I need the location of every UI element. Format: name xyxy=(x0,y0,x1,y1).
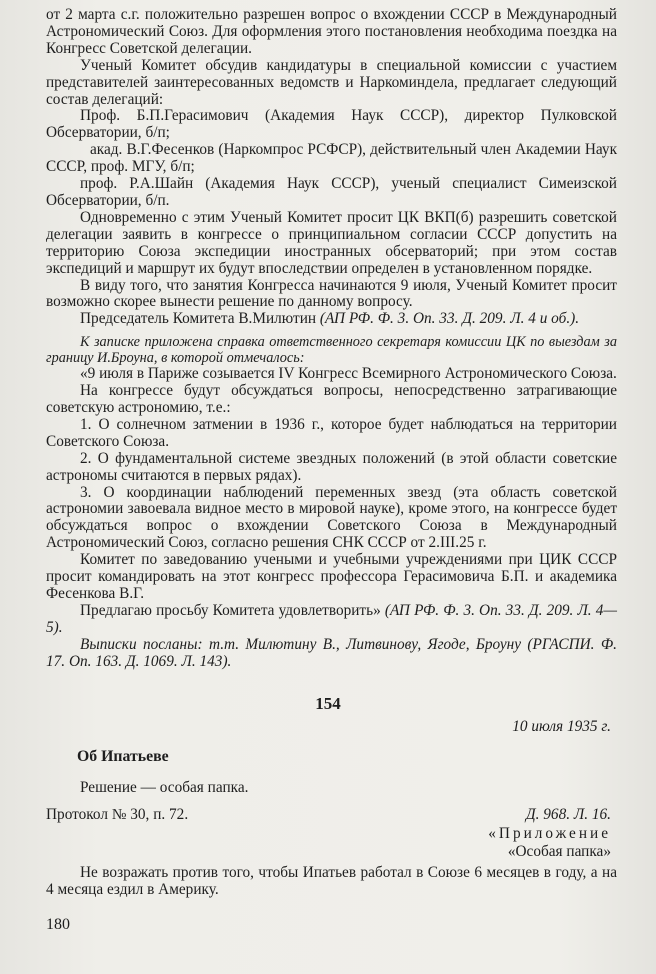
extracts-sent: Выписки посланы: т.т. Милютину В., Литвинову, Ягоде, Броуну (РГАСПИ. Ф. 17. Оп. 163. Д. 1069. Л. 143). xyxy=(46,635,617,670)
delegate-3: проф. Р.А.Шайн (Академия Наук СССР), ученый специалист Симеизской Обсерватории, б/п. xyxy=(46,175,617,209)
appendix-label: «Приложение xyxy=(488,825,611,842)
quote-2: На конгрессе будут обсуждаться вопросы, непосредственно затрагивающие советскую астрономию, т.е.: xyxy=(46,382,617,417)
quote-proposal xyxy=(46,603,617,637)
paragraph-expeditions: Одновременно с этим Ученый Комитет просит ЦК ВКП(б) разрешить советской делегации заявить в конгрессе о принципиальном согласии СССР допустить на территорию Союза экспедиции иностранных обсерваторий; при этом состав экспедиций и маршрут их будут впоследствии определен в установленном порядке. xyxy=(46,208,617,277)
archive-ref-right: Д. 968. Л. 16. xyxy=(525,806,611,823)
quote-item-1: 1. О солнечном затмении в 1936 г., которое будет наблюдаться на территории Советского Союза. xyxy=(46,415,617,450)
protocol-number: Протокол № 30, п. 72. xyxy=(46,806,189,823)
page-number: 180 xyxy=(46,916,70,933)
proposal-reference: (АП РФ. Ф. 3. Оп. 33. Д. 209. Л. 4—5). xyxy=(46,601,617,636)
decision-text: Решение — особая папка. xyxy=(80,779,249,796)
paragraph-2: Ученый Комитет обсудив кандидатуры в специальной комиссии с участием представителей заинтересованных ведомств и Наркоминдела, предлагает следующий состав делегаций: xyxy=(46,56,617,108)
delegate-1: Проф. Б.П.Герасимович (Академия Наук СССР), директор Пулковской Обсерватории, б/п; xyxy=(46,107,617,142)
signature-line xyxy=(46,311,617,328)
quote-committee: Комитет по заведованию учеными и учебными учреждениями при ЦИК СССР просит командировать на этот конгресс профессора Герасимовича Б.П. и академика Фесенкова В.Г. xyxy=(46,551,617,602)
paragraph-1: от 2 марта с.г. положительно разрешен вопрос о вхождении СССР в Международный Астрономический Союз. Для оформления этого постановления необходима поездка на Конгресс Советской делегации. xyxy=(46,6,617,57)
quote-1: «9 июля в Париже созывается IV Конгресс Всемирного Астрономического Союза. xyxy=(80,365,617,383)
quote-item-3: 3. О координации наблюдений переменных звезд (эта область советской астрономии завоевала видное место в мировой науке), кроме этого, на конгрессе будет обсуждаться вопрос о вхождении Советского Союза в Международный Астрономический Союз, согласно решения СНК СССР от 2.III.25 г. xyxy=(46,483,617,552)
proposal-text: Предлагаю просьбу Комитета удовлетворить» xyxy=(80,601,385,619)
archive-reference: (АП РФ. Ф. 3. Оп. 33. Д. 209. Л. 4 и об.). xyxy=(319,310,580,328)
signature-text: Председатель Комитета В.Милютин xyxy=(80,310,320,328)
main-text-block xyxy=(46,7,617,671)
special-folder-label: «Особая папка» xyxy=(507,843,611,860)
editorial-note: К записке приложена справка ответственного секретаря комиссии ЦК по выездам за границу И.Броуна, в которой отмечалось: xyxy=(46,334,617,367)
paragraph-congress-date: В виду того, что занятия Конгресса начинаются 9 июля, Ученый Комитет просит возможно скорее вынести решение по данному вопросу. xyxy=(46,276,617,311)
document-number: 154 xyxy=(315,694,341,713)
final-decision: Не возражать против того, чтобы Ипатьев работал в Союзе 6 месяцев в году, а на 4 месяца ездил в Америку. xyxy=(46,864,617,898)
delegate-2: акад. В.Г.Фесенков (Наркомпрос РСФСР), действительный член Академии Наук СССР, проф. МГУ, б/п; xyxy=(46,141,617,176)
quote-item-2: 2. О фундаментальной системе звездных положений (в этой области советские астрономы считаются в первых рядах). xyxy=(46,449,617,484)
final-text-block xyxy=(46,865,617,899)
document-date: 10 июля 1935 г. xyxy=(512,718,611,735)
document-heading: Об Ипатьеве xyxy=(77,748,169,765)
